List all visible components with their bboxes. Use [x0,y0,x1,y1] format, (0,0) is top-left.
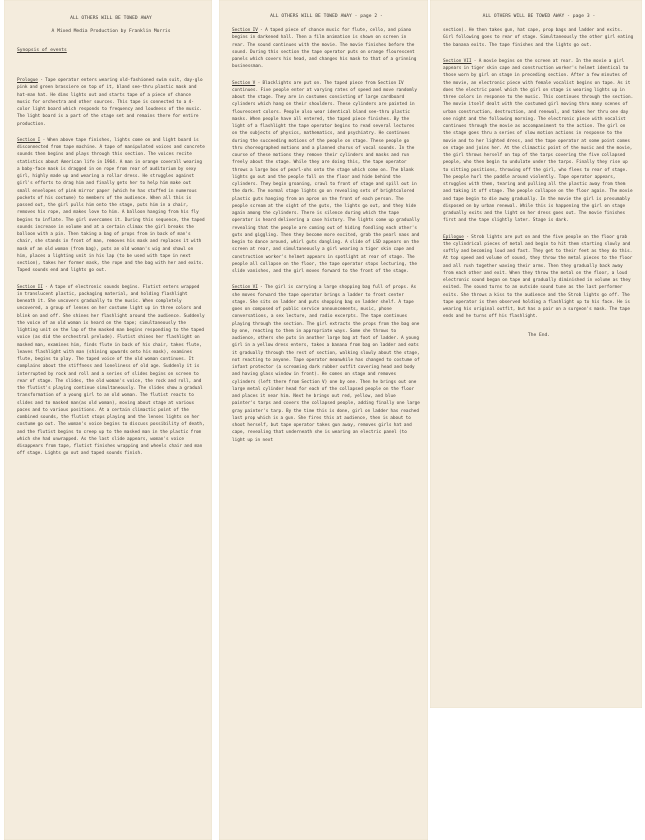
section-vii [443,58,635,225]
section-label: Section II [17,284,43,290]
section-label: Epilogue [443,234,464,240]
page-3-header: ALL OTHERS WILL BE TOWED AWAY - page 3 - [482,14,596,19]
section-text: - A taped piece of chance music for flute, cello, and piano begins in darkened hall. Then a film animation is shown on screen in rear. The sound continues with the movie. The movie finishes before the sound. During this section the tape operator puts on orange flourescent panels which covers his head, and changes his mask to that of a grinning businessman. [232,28,417,70]
typescript-page-3 [430,0,642,708]
section-text: - Strob lights are put on and the five people on the floor grab the cylindrical pieces of metal and begin to hit them starting slowly and softly and becoming loud and fast. They get to their feet as they do this. At top speed and volume of sound, they throw the metal pieces to the floor and all rush together waving their arms. Then they gradually back away from each other and exit. When they throw the metal on the floor, a loud electronic sound began on tape and gradually diminished in volume as they exited. The sound turns to an outside sound tune as the last performer exits. She throws a kiss to the audience and the Strob lights go off. The tape operator is then observed holding a flashlight up to his face. He is wearing his original outfit, but has a pair on a surgeon's mask. The tape ends and he turns off his flashlight. [443,234,633,320]
section-iv [232,27,421,71]
section-text: - A tape of electronic sounds begins. Flutist enters wrapped in translucent plastic, packaging material, and holding flashlight beneath it. She uncovers gradually to the music. When completely uncovered, a group of lenses on her costume light up in three colors and blink on and off. She shines her flashlight around the audience. Suddenly the voice of an old woman is heard on the tape; simultaneously the lighting unit on the lap of the masked man begins responding to the taped voice (as did the orchestral prelude). Flutist shines her flashlight on masked man, examines him, finds flute in back of his chair, takes flute, leaves flashlight with man (shining upwards onto his mask), examines flute, begins to play. The taped voice of the old woman continues. It complains about the stiffness and loneliness of old age. Suddenly it is interrupted by rock and roll and a series of slides begins on screen to rear of stage. The slides, the old woman's voice, the rock and roll, and the flutist's playing continue simultaneously. The slides show a gradual transformation of a young girl to an old woman. The flutist reacts to slides and to masked man(as old woman), moving about stage at various paces and to various positions. At a certain climactic point of the combined sounds, the flutist stops playing and the lenses lights on her costume go out. The woman's voice begins to discuss possibility of death, and the flutist begins to creep up to the masked man in the plastic from which she had unwrapped. As the last slide appears, woman's voice disappears from tape, flutist finishes wrapping and wheels chair and man off stage. Lights go out and taped sounds finish. [17,284,205,457]
typescript-page-2 [219,0,428,840]
section-ii [17,284,205,458]
page-1-header: ALL OTHERS WILL BE TOWED AWAY [70,16,152,21]
section-text: - A movie begins on the screen at rear. In the movie a girl appears in tiger skin cape and construction worker's helmet identical to those worn by girl on stage in preceding section. After a few minutes of the movie, an electronic piece with female vocalist begins on tape. As it does the electric panel which the girl on stage is wearing lights up in three colors in response to the music. This continues through the section. The movie itself dealt with the costumed girl moving thru many scenes of urban construction, destruction, and renewal, and takes her thru one day one night and the following morning. The electronic piece with vocalist continues through the movie as accompaniment to the action. The girl on the stage goes thru a series of slow motion actions in response to the movie and to her lighted dress, and the tape operator at some point comes on stage and joins her. At the climactic point of the music and the movie, the girl throws herself on top of the tarps covering the five collapsed people, who then begin to undulate under the tarps. Finally they rise up to sitting positions, throwing off the girl, who flees to rear of stage. The people hurl the paddle around violently. Tape operator appears, struggles with them, tearing and pulling all the plastic away from them and taking it off stage. The people collapse on the floor again. The movie and tape begin to die away gradually. In the movie the girl is presumably disposed on by urban renewal. While this is happening the girl on stage gradually exits and the light on her dress goes out. The movie finishes first and the tape slightly later. Stage is dark. [443,58,634,224]
section-v [232,80,421,276]
section-text: - Tape operator enters wearing old-fashioned swim suit, day-glo pink and green brassiere on top of it, bland see-thru plastic mask and hat-man hat. He dims lights out and starts tape of a piece of chance music for orchestra and other sources. This tape is connected to a 4-color light board which responds to frequency and loudness of the music. The light board is a part of the stage set and remains there for entire production. [17,78,203,127]
section-label: Section V [232,80,256,86]
section-label: Section VII [443,58,472,64]
section-prologue [17,77,205,128]
section-label: Prologue [17,78,38,83]
section-text: - When above tape finishes, lights come on and light board is disconnected from tape machine. A tape of manipulated voices and concrete sounds then begins and plays through this section. The voices recite statistics about American life in 1964. A man in orange coverall wearing a baby-face mask is dragged in on rope from rear of auditorium by sexy girl, highly made up and wearing a rollar dress. He struggles against girl's efforts to drag him and finally gets her to help him make out small envelopes of pink mirror paper (which he has stuffed in numerous pockets of his costume) to members of the audience. When all this is passed out, the girl pulls him onto the stage, puts him in a chair, removes his rope, and makes love to him. A balloon hanging from his fly begins to inflate. The girl overcomes it. During this sequence, the taped sounds increase in volume and at a certain climax the girl breaks the balloon with a pin. Then taking a bag of props from in back of man's chair, she stands in front of man, removes his mask and replaces it with mask of an old woman (from bag), puts an old woman's wig and shawl on him, places a lighting unit in his lap (to be used with tape in next section), takes her former mask, the rope and the bag with her and exits. Taped sounds end and lights go out. [17,137,205,274]
section-epilogue [443,234,635,321]
section-vi [232,284,421,444]
production-subtitle: A Mixed Media Production by Franklin Morris [51,29,171,34]
section-text: section). He then takes gun, hat cape, prop bags and ladder and exits. Girl following goes to rear of stage. Simultaneously the other girl eating the banana exits. The tape finishes and the lights go out. [443,28,634,48]
typescript-page-1 [4,0,212,840]
the-end-label: The End. [527,332,551,338]
section-label: Section I [17,137,41,143]
section-vi-continued [443,27,635,49]
section-label: Section IV [232,28,258,33]
page-2-header: ALL OTHERS WILL BE TOWED AWAY - page 2 - [270,14,383,19]
section-i [17,137,205,275]
section-text: - The girl is carrying a large shopping bag full of props. As she moves forward the tape operator brings a ladder to front center stage. She sits on ladder and puts shopping bag on ladder shelf. A tape goes on composed of public service announcements, music, phone conversations, a sex lecture, and radio excerpts. The tape continues playing through the section. The girl extracts the props from the bag one by one, reacting to them in appropriate ways. Some she throws to audience, others she puts in another large bag at foot of ladder. A young girl in a yellow dress enters, takes a banana from bag on ladder and eats it gradually through the rest of section, walking slowly about the stage, not reacting to anyone. Tape operator meanwhile has changed to costume of infant protector (a screaming dark rubber outfit covering head and body and having glass window in front). He comes on stage and removes cylinders (left there from Section V) one by one. Then he brings out one large metal cylinder head for each of the collapsed people on the floor and places it near him. Next he brings out red, yellow, and blue painter's tarps and covers the collapsed people, adding finally one large gray painter's tarp. By the time this is done, girl on ladder has reached last prop which is a gun. She fires this at audience, then is about to shoot herself, but tape operator takes gun away, removes girls hat and cape, revealing that underneath she is wearing an electric panel (to light up in next [232,285,420,443]
synopsis-heading: Synopsis of events [17,48,67,53]
section-text: - Blacklights are put on. The taped piece from Section IV continues. Five people enter at varying rates of speed and move randomly about the stage. They are in costumes consisting of large cardboard cylinders which hang on their shoulders. These cylinders are painted in flourescent colors. People also wear identical bland see-thru plastic masks. When people have all entered, the taped piece finishes. By the light of a flashlight the tape operator begins to read several lectures on the subjects of physics, mathematics, and psychiatry. He continues during the succeeding motions of the people on stage. These people go thru choreographed motions and a planned chorus of vocal sounds. In the course of these motions they remove their cylinders and masks and run freely about the stage. While they are doing this, the tape operator throws a large box of pearl-ohs onto the stage which come on. The blank lights go out and the people fall on the floor and hide behind the cylinders. They begin groaning, crawl to front of stage and spill out in the dark. The normal stage lights go on revealing sets of brightcolored plastic guts hanging from an apron on the front of each person. The people scream at the sight of the guts, the lights go out, and they hide again among the cylinders. There is silence during which the tape operator is heard delivering a case history. The lights come up gradually revealing that the people are coming out of hiding fondling each other's guts and giggling. Then they become more excited, grab the pearl naos and begin to dance around, whirl guts dangling. A slide of LSD appears on the screen at rear, and simultaneously a girl wearing a tiger skin cape and construction worker's helmet appears in spotlight at rear of stage. The people all collapse on the floor, the tape operator stops lecturing, the slide vanishes, and the girl moves forward to the front of the stage. [232,80,420,274]
section-label: Section VI [232,285,258,291]
